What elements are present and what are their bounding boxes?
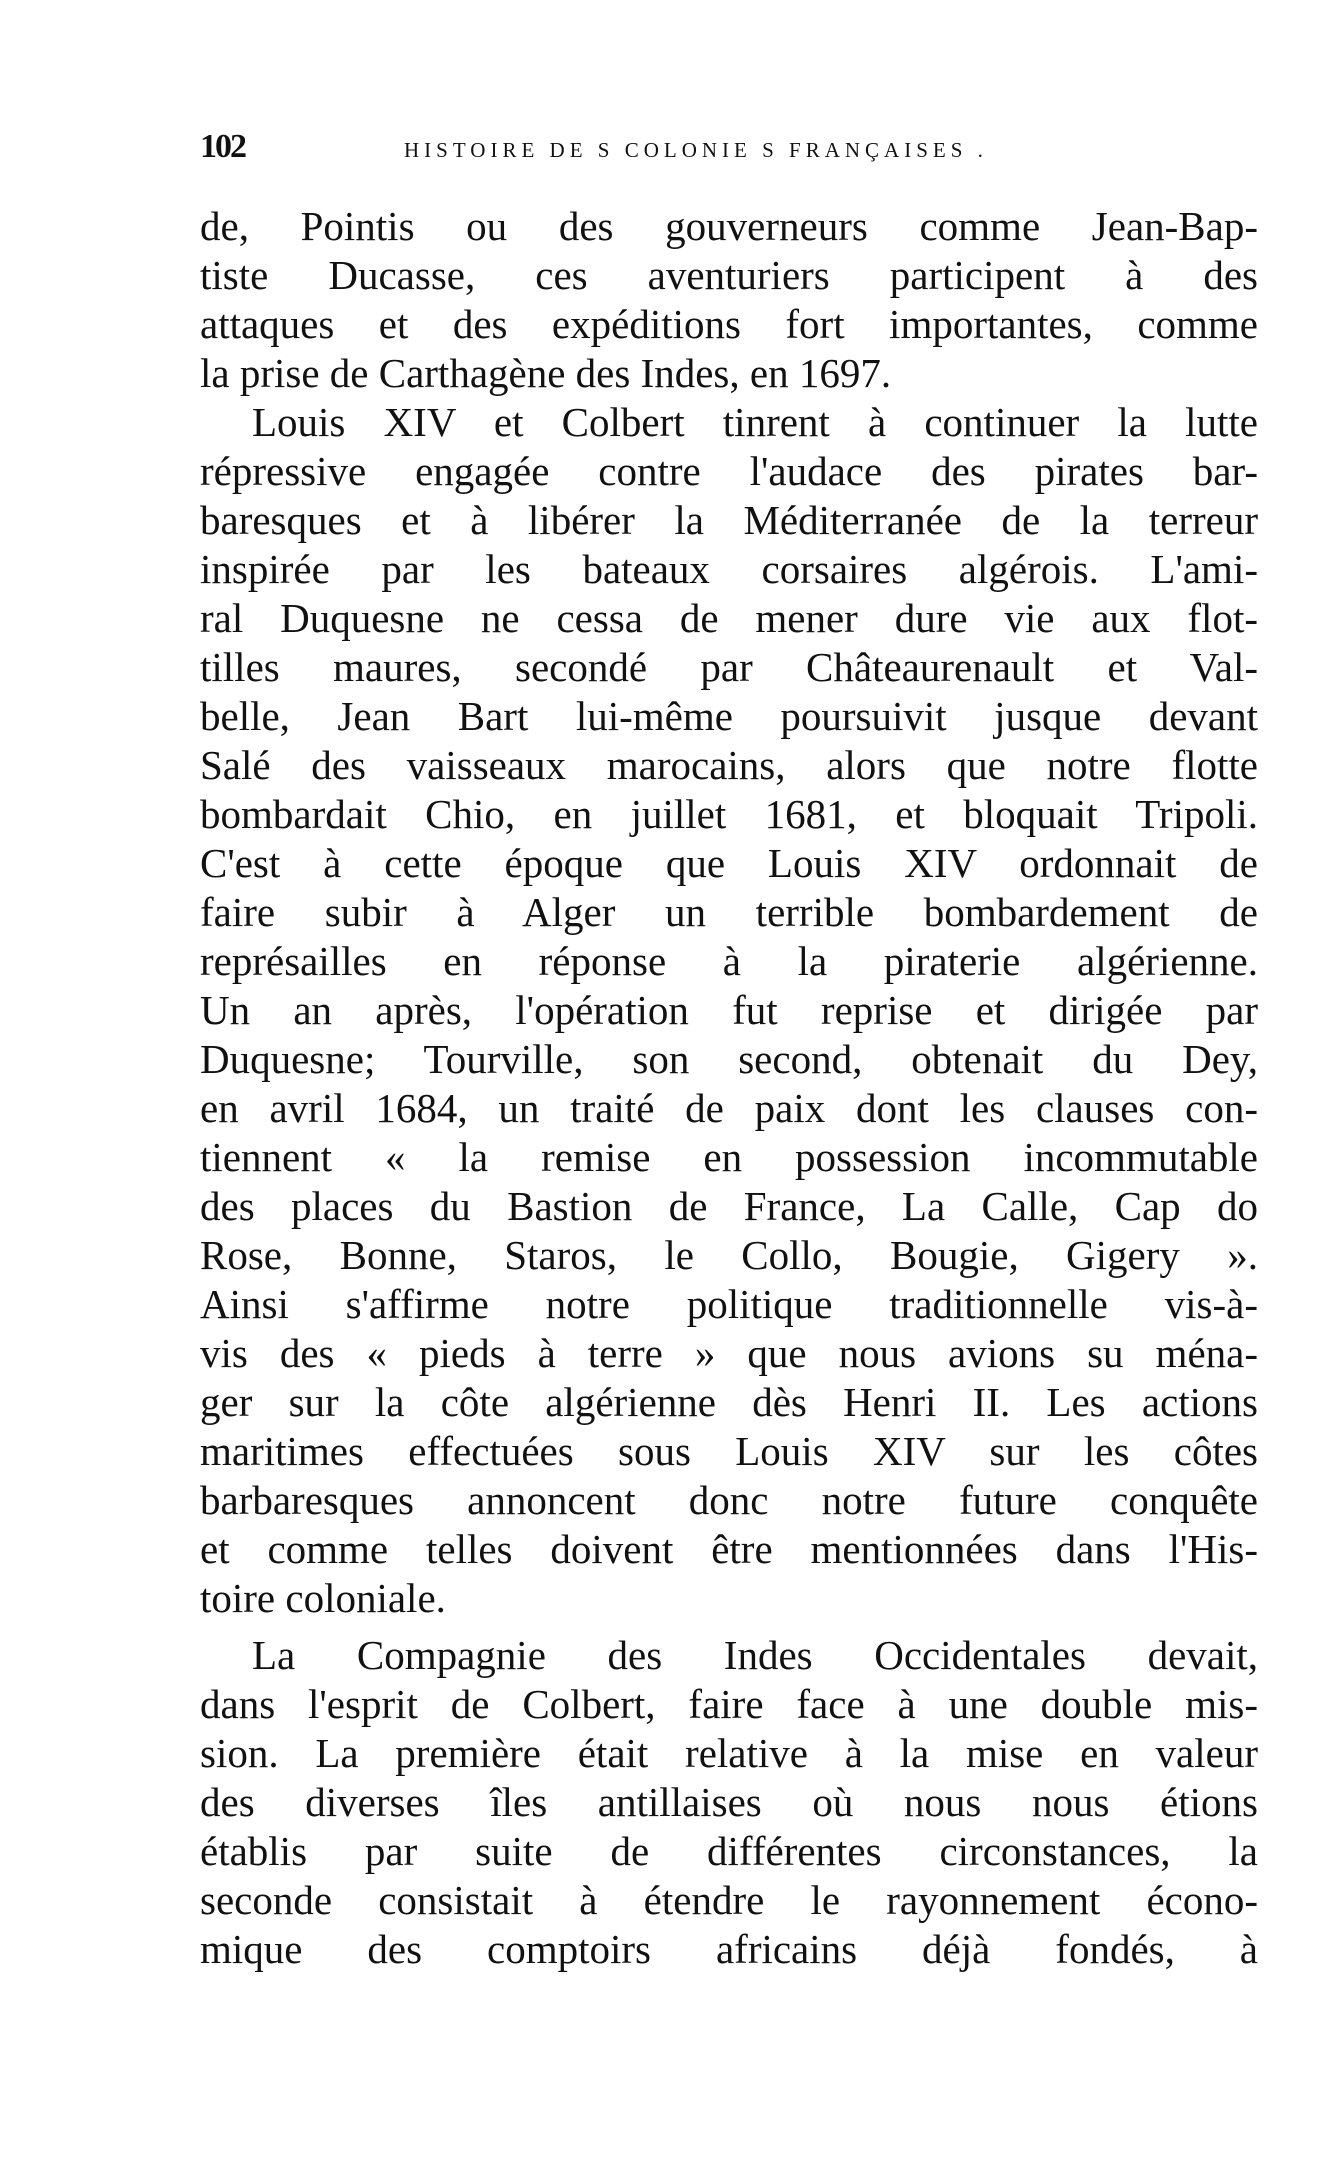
text-line: tiste Ducasse, ces aventuriers participent à des bbox=[200, 252, 1258, 298]
text-line: répressive engagée contre l'audace des pirates bar- bbox=[200, 448, 1258, 494]
text-line: Duquesne; Tourville, son second, obtenait du Dey, bbox=[200, 1036, 1258, 1082]
paragraph bbox=[200, 398, 1258, 1623]
text-line: Ainsi s'affirme notre politique traditionnelle vis-à- bbox=[200, 1281, 1258, 1327]
text-line: des diverses îles antillaises où nous nous étions bbox=[200, 1779, 1258, 1825]
page-number: 102 bbox=[200, 128, 245, 165]
text-line: des places du Bastion de France, La Calle, Cap do bbox=[200, 1183, 1258, 1229]
text-line: tiennent « la remise en possession incommutable bbox=[200, 1134, 1258, 1180]
text-line: La Compagnie des Indes Occidentales devait, bbox=[252, 1632, 1258, 1678]
text-line: toire coloniale. bbox=[200, 1575, 446, 1621]
text-line: et comme telles doivent être mentionnées dans l'His- bbox=[200, 1526, 1258, 1572]
running-head bbox=[200, 128, 1260, 168]
text-line: en avril 1684, un traité de paix dont les clauses con- bbox=[200, 1085, 1258, 1131]
body-text bbox=[200, 202, 1258, 1974]
text-line: belle, Jean Bart lui-même poursuivit jusque devant bbox=[200, 693, 1258, 739]
text-line: baresques et à libérer la Méditerranée de la terreur bbox=[200, 497, 1258, 543]
paragraph-spacing bbox=[200, 1623, 1258, 1631]
text-line: tilles maures, secondé par Châteaurenault et Val- bbox=[200, 644, 1258, 690]
text-line: barbaresques annoncent donc notre future conquête bbox=[200, 1477, 1258, 1523]
text-line: de, Pointis ou des gouverneurs comme Jean-Bap- bbox=[200, 203, 1258, 249]
text-line: Rose, Bonne, Staros, le Collo, Bougie, Gigery ». bbox=[200, 1232, 1258, 1278]
paragraph bbox=[200, 202, 1258, 398]
text-line: dans l'esprit de Colbert, faire face à une double mis- bbox=[200, 1681, 1258, 1727]
text-line: mique des comptoirs africains déjà fondés, à bbox=[200, 1926, 1258, 1972]
text-line: ger sur la côte algérienne dès Henri II. Les actions bbox=[200, 1379, 1258, 1425]
text-line: bombardait Chio, en juillet 1681, et bloquait Tripoli. bbox=[200, 791, 1258, 837]
text-line: seconde consistait à étendre le rayonnement écono- bbox=[200, 1877, 1258, 1923]
text-line: la prise de Carthagène des Indes, en 1697. bbox=[200, 350, 892, 396]
text-line: faire subir à Alger un terrible bombardement de bbox=[200, 889, 1258, 935]
text-line: inspirée par les bateaux corsaires algérois. L'ami- bbox=[200, 546, 1258, 592]
text-line: ral Duquesne ne cessa de mener dure vie aux flot- bbox=[200, 595, 1258, 641]
text-line: vis des « pieds à terre » que nous avions su ména- bbox=[200, 1330, 1258, 1376]
text-line: C'est à cette époque que Louis XIV ordonnait de bbox=[200, 840, 1258, 886]
text-line: maritimes effectuées sous Louis XIV sur les côtes bbox=[200, 1428, 1258, 1474]
paragraph bbox=[200, 1631, 1258, 1974]
text-line: représailles en réponse à la piraterie algérienne. bbox=[200, 938, 1258, 984]
text-line: établis par suite de différentes circonstances, la bbox=[200, 1828, 1258, 1874]
text-line: sion. La première était relative à la mise en valeur bbox=[200, 1730, 1258, 1776]
text-line: Salé des vaisseaux marocains, alors que notre flotte bbox=[200, 742, 1258, 788]
text-line: attaques et des expéditions fort importantes, comme bbox=[200, 301, 1258, 347]
running-title: HISTOIRE DE S COLONIE S FRANÇAISES . bbox=[404, 138, 988, 162]
text-line: Louis XIV et Colbert tinrent à continuer la lutte bbox=[252, 399, 1258, 445]
text-line: Un an après, l'opération fut reprise et dirigée par bbox=[200, 987, 1258, 1033]
